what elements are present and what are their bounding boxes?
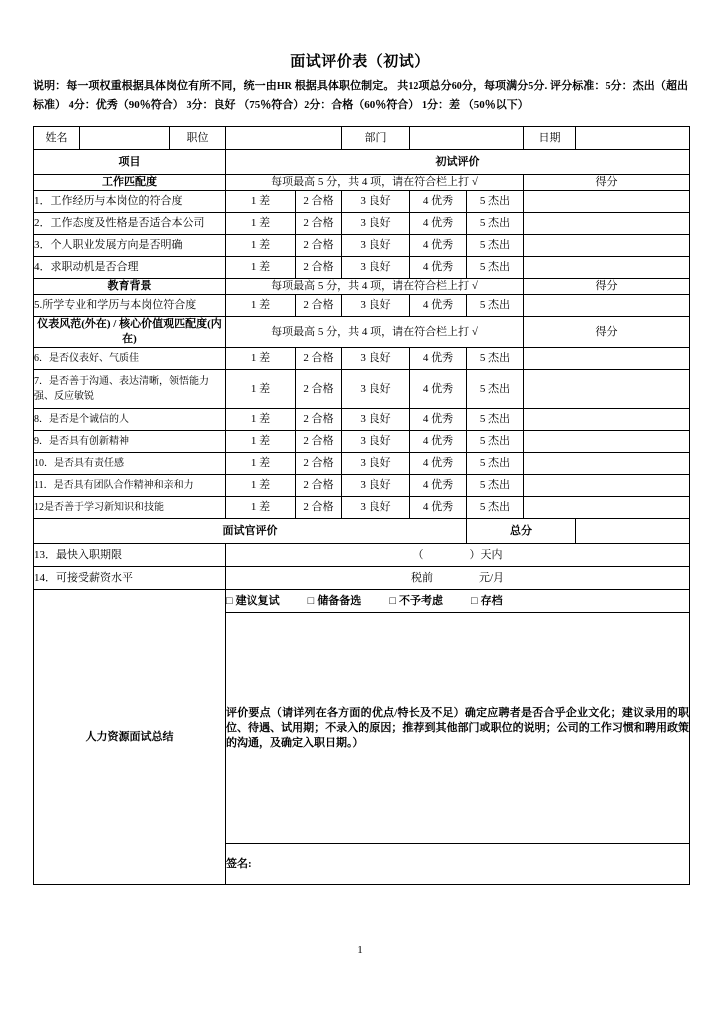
decision-option-label: 建议复试 (235, 594, 280, 607)
date-label: 日期 (524, 127, 576, 150)
item-score-input[interactable] (524, 295, 690, 317)
item-score-input[interactable] (524, 348, 690, 370)
section-header-row (34, 317, 690, 348)
rating-option-4[interactable]: 4 优秀 (410, 497, 467, 519)
item-label: 4．求职动机是否合理 (34, 257, 226, 279)
total-score-label: 总分 (467, 519, 576, 544)
rating-option-1[interactable]: 1 差 (226, 497, 296, 519)
item-label: 5.所学专业和学历与本岗位符合度 (34, 295, 226, 317)
item-label: 6．是否仪表好、气质佳 (34, 348, 226, 370)
instructions-score-5: 5 (605, 81, 611, 92)
decision-option-2[interactable] (389, 594, 443, 609)
rating-option-4[interactable]: 4 优秀 (410, 431, 467, 453)
rating-option-5[interactable]: 5 杰出 (467, 409, 524, 431)
instructions-hr: HR (276, 81, 292, 92)
rating-option-2[interactable]: 2 合格 (296, 497, 342, 519)
checkbox-icon[interactable]: □ (226, 594, 233, 607)
rating-option-3[interactable]: 3 良好 (342, 453, 410, 475)
item-label: 1．工作经历与本岗位的符合度 (34, 191, 226, 213)
rating-option-2[interactable]: 2 合格 (296, 295, 342, 317)
earliest-start-label: 13．最快入职期限 (34, 544, 226, 567)
rating-option-2[interactable]: 2 合格 (296, 213, 342, 235)
department-label: 部门 (342, 127, 410, 150)
rating-option-3[interactable]: 3 良好 (342, 431, 410, 453)
instructions-total-score: 60 (451, 81, 462, 92)
evaluation-column-header: 初试评价 (226, 150, 690, 175)
item-label: 2．工作态度及性格是否适合本公司 (34, 213, 226, 235)
rating-option-3[interactable]: 3 良好 (342, 235, 410, 257)
rating-option-3[interactable]: 3 良好 (342, 409, 410, 431)
section-note-2: 每项最高 5 分，共 4 项，请在符合栏上打 √ (226, 317, 524, 348)
rating-option-2[interactable]: 2 合格 (296, 453, 342, 475)
section-name-2: 仪表风范(外在) / 核心价值观匹配度(内在) (34, 317, 226, 348)
instructions-mid7: 分：良好 （75％符合） (191, 99, 305, 111)
total-score-input[interactable] (576, 519, 690, 544)
table-row (34, 235, 690, 257)
instructions-score-1: 1 (422, 100, 427, 111)
rating-option-2[interactable]: 2 合格 (296, 257, 342, 279)
instructions-item-count: 12 (408, 81, 419, 92)
rating-option-3[interactable]: 3 良好 (342, 497, 410, 519)
table-row (34, 409, 690, 431)
rating-option-5[interactable]: 5 杰出 (467, 257, 524, 279)
section-score-label-2: 得分 (524, 317, 690, 348)
item-score-input[interactable] (524, 191, 690, 213)
hr-summary-label: 人力资源面试总结 (34, 590, 226, 885)
decision-option-1[interactable] (308, 594, 362, 609)
rating-option-2[interactable]: 2 合格 (296, 475, 342, 497)
item-score-input[interactable] (524, 370, 690, 409)
identity-row (34, 127, 690, 150)
item-label: 11．是否具有团队合作精神和亲和力 (34, 475, 226, 497)
rating-option-5[interactable]: 5 杰出 (467, 475, 524, 497)
rating-option-1[interactable]: 1 差 (226, 191, 296, 213)
rating-option-1[interactable]: 1 差 (226, 370, 296, 409)
name-input[interactable] (80, 127, 170, 150)
rating-option-2[interactable]: 2 合格 (296, 431, 342, 453)
item-label: 9．是否具有创新精神 (34, 431, 226, 453)
instructions-per-item-score: 5 (528, 81, 534, 92)
table-row (34, 213, 690, 235)
signature-field[interactable] (226, 844, 690, 885)
rating-option-2[interactable]: 2 合格 (296, 191, 342, 213)
rating-option-3[interactable]: 3 良好 (342, 348, 410, 370)
checkbox-icon[interactable]: □ (307, 594, 315, 607)
rating-option-2[interactable]: 2 合格 (296, 235, 342, 257)
rating-option-4[interactable]: 4 优秀 (410, 235, 467, 257)
item-label: 7．是否善于沟通、表达清晰，领悟能力强、反应敏锐 (34, 370, 226, 409)
rating-option-1[interactable]: 1 差 (226, 453, 296, 475)
interviewer-evaluation-header: 面试官评价 (34, 519, 467, 544)
signature-label: 签名: (226, 857, 252, 870)
section-name-1: 教育背景 (34, 279, 226, 295)
instructions-score-4: 4 (68, 100, 74, 111)
rating-option-5[interactable]: 5 杰出 (467, 213, 524, 235)
decision-option-label: 存档 (480, 594, 503, 607)
item-label: 8．是否是个诚信的人 (34, 409, 226, 431)
item-score-input[interactable] (524, 497, 690, 519)
earliest-start-input[interactable] (226, 544, 690, 567)
item-column-header: 项目 (34, 150, 226, 175)
position-input[interactable] (226, 127, 342, 150)
instructions-mid: 根据具体职位制定。 共 (294, 80, 409, 92)
instructions-paragraph (33, 77, 688, 115)
section-note-1: 每项最高 5 分，共 4 项，请在符合栏上打 √ (226, 279, 524, 295)
instructions-mid3: 分，每项满分 (461, 80, 529, 92)
date-input[interactable] (576, 127, 690, 150)
instructions-mid6: 分：优秀（90％符合） (73, 99, 184, 111)
table-row (34, 257, 690, 279)
item-score-input[interactable] (524, 213, 690, 235)
rating-option-3[interactable]: 3 良好 (342, 257, 410, 279)
rating-option-4[interactable]: 4 优秀 (410, 191, 467, 213)
rating-option-4[interactable]: 4 优秀 (410, 295, 467, 317)
decision-option-label: 不予考虑 (398, 594, 443, 607)
rating-option-1[interactable]: 1 差 (226, 213, 296, 235)
rating-option-1[interactable]: 1 差 (226, 235, 296, 257)
rating-option-1[interactable]: 1 差 (226, 475, 296, 497)
table-row (34, 431, 690, 453)
salary-suffix: 元/月 (478, 571, 505, 584)
rating-option-4[interactable]: 4 优秀 (410, 453, 467, 475)
rating-option-5[interactable]: 5 杰出 (467, 191, 524, 213)
item-score-input[interactable] (524, 431, 690, 453)
item-score-input[interactable] (524, 235, 690, 257)
rating-option-5[interactable]: 5 杰出 (467, 295, 524, 317)
instructions-mid4: 分. 评分标准： (533, 80, 606, 92)
rating-option-4[interactable]: 4 优秀 (410, 348, 467, 370)
section-note-0: 每项最高 5 分，共 4 项，请在符合栏上打 √ (226, 175, 524, 191)
salary-prefix: 税前 (410, 571, 433, 584)
table-row (34, 191, 690, 213)
expected-salary-label: 14．可接受薪资水平 (34, 567, 226, 590)
section-score-label-0: 得分 (524, 175, 690, 191)
rating-option-5[interactable]: 5 杰出 (467, 497, 524, 519)
checkbox-icon[interactable]: □ (389, 594, 396, 607)
rating-option-1[interactable]: 1 差 (226, 295, 296, 317)
table-row (34, 544, 690, 567)
checkbox-icon[interactable]: □ (470, 594, 478, 607)
rating-option-2[interactable]: 2 合格 (296, 409, 342, 431)
section-score-label-1: 得分 (524, 279, 690, 295)
item-label: 12是否善于学习新知识和技能 (34, 497, 226, 519)
page-title: 面试评价表（初试） (290, 54, 430, 70)
section-header-row (34, 175, 690, 191)
instructions-mid2: 项总分 (418, 80, 452, 92)
decision-option-label: 储备备选 (317, 594, 362, 607)
rating-option-4[interactable]: 4 优秀 (410, 409, 467, 431)
rating-option-3[interactable]: 3 良好 (342, 475, 410, 497)
table-row (34, 567, 690, 590)
rating-option-3[interactable]: 3 良好 (342, 295, 410, 317)
instructions-score-3: 3 (186, 100, 192, 111)
instructions-mid8: 分：合格（60％符合） (309, 99, 420, 111)
rating-option-2[interactable]: 2 合格 (296, 370, 342, 409)
rating-option-2[interactable]: 2 合格 (296, 348, 342, 370)
earliest-start-suffix: ）天内 (469, 548, 503, 561)
section-name-0: 工作匹配度 (34, 175, 226, 191)
hr-summary-guidance: 评价要点（请详列在各方面的优点/特长及不足）确定应聘者是否合乎企业文化；建议录用的职位、待遇、试用期；不录入的原因；推荐到其他部门或职位的说明；公司的工作习惯和聘用政策的沟通，及确定入职日期。） (226, 706, 689, 749)
table-row (34, 295, 690, 317)
decision-row (34, 590, 690, 613)
rating-option-4[interactable]: 4 优秀 (410, 370, 467, 409)
rating-option-3[interactable]: 3 良好 (342, 191, 410, 213)
rating-option-5[interactable]: 5 杰出 (467, 235, 524, 257)
rating-option-5[interactable]: 5 杰出 (467, 370, 524, 409)
item-label: 10．是否具有责任感 (34, 453, 226, 475)
rating-option-3[interactable]: 3 良好 (342, 370, 410, 409)
position-label: 职位 (170, 127, 226, 150)
rating-option-4[interactable]: 4 优秀 (410, 257, 467, 279)
rating-option-3[interactable]: 3 良好 (342, 213, 410, 235)
instructions-lead: 说明：每一项权重根据具体岗位有所不同，统一由 (33, 80, 277, 92)
item-score-input[interactable] (524, 453, 690, 475)
name-label: 姓名 (34, 127, 80, 150)
table-row (34, 348, 690, 370)
column-heading-row (34, 150, 690, 175)
decision-option-0[interactable] (226, 594, 280, 609)
rating-option-5[interactable]: 5 杰出 (467, 431, 524, 453)
instructions-score-2: 2 (304, 100, 310, 111)
page-number: 1 (357, 944, 363, 956)
earliest-start-prefix: （ (412, 548, 424, 561)
decision-options (226, 590, 690, 613)
interview-evaluation-table (33, 126, 690, 885)
decision-option-3[interactable] (471, 594, 503, 609)
item-score-input[interactable] (524, 475, 690, 497)
expected-salary-input[interactable] (226, 567, 690, 590)
hr-summary-textarea[interactable] (226, 613, 690, 844)
instructions-mid9: 分：差 （50％以下） (427, 99, 529, 111)
rating-option-1[interactable]: 1 差 (226, 257, 296, 279)
item-score-input[interactable] (524, 257, 690, 279)
table-row (34, 453, 690, 475)
table-row (34, 370, 690, 409)
item-label: 3．个人职业发展方向是否明确 (34, 235, 226, 257)
instructions-mid5: 分：杰出（超出标准） (33, 80, 689, 111)
interviewer-bar-row (34, 519, 690, 544)
table-row (34, 497, 690, 519)
rating-option-1[interactable]: 1 差 (226, 348, 296, 370)
section-header-row (34, 279, 690, 295)
rating-option-1[interactable]: 1 差 (226, 431, 296, 453)
rating-option-1[interactable]: 1 差 (226, 409, 296, 431)
department-input[interactable] (410, 127, 524, 150)
rating-option-5[interactable]: 5 杰出 (467, 348, 524, 370)
rating-option-5[interactable]: 5 杰出 (467, 453, 524, 475)
table-row (34, 475, 690, 497)
rating-option-4[interactable]: 4 优秀 (410, 213, 467, 235)
rating-option-4[interactable]: 4 优秀 (410, 475, 467, 497)
item-score-input[interactable] (524, 409, 690, 431)
